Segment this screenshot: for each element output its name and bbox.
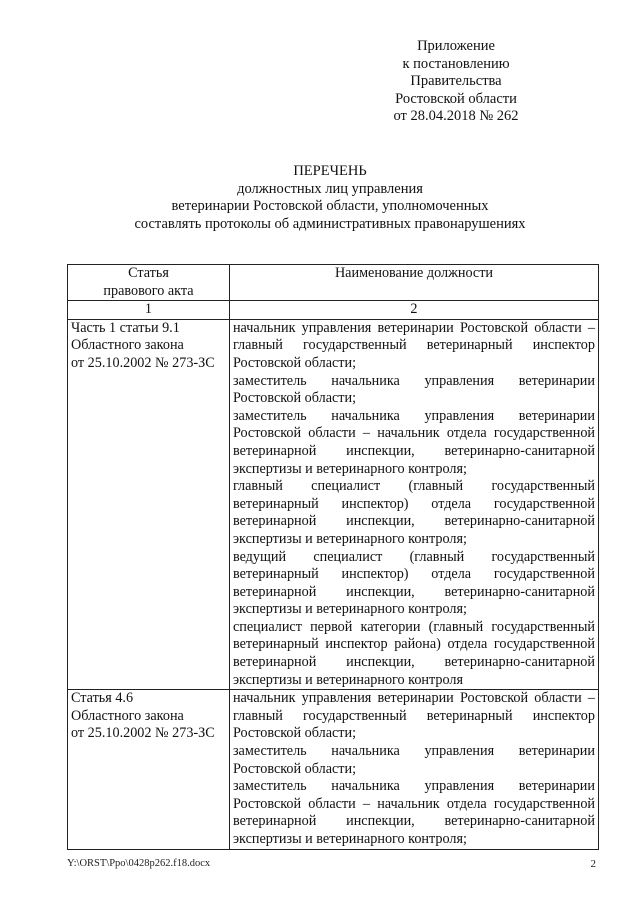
officials-table [67,264,599,850]
header-article-line: Статья [128,265,169,281]
footer-file-path: Y:\ORST\Ppo\0428p262.f18.docx [67,858,211,869]
appendix-line: Правительства [410,73,502,90]
title-line: ветеринарии Ростовской области, уполномоченных [171,198,489,215]
title-line: составлять протоколы об административных правонарушениях [134,215,526,232]
position-item: начальник управления ветеринарии Ростовской области – главный государственный ветеринарный инспектор Ростовской области; [232,319,595,371]
article-line: от 25.10.2002 № 273-ЗС [71,725,215,742]
position-item: заместитель начальника управления ветеринарии Ростовской области; [232,372,595,407]
article-line: Областного закона [71,337,184,354]
column-number: 2 [229,301,598,320]
article-line: от 25.10.2002 № 273-ЗС [71,354,215,371]
appendix-block [346,38,566,126]
appendix-line: к постановлению [402,55,510,72]
position-item: ведущий специалист (главный государственный ветеринарный инспектор) отдела государственной ветеринарной инспекции, ветеринарно-санитарной экспертизы и ветеринарного контроля; [232,548,595,618]
column-number: 1 [68,301,230,320]
table-row [68,690,599,849]
article-cell [68,690,230,849]
appendix-line: от 28.04.2018 № 262 [393,108,519,125]
positions-cell [229,319,598,689]
position-item: заместитель начальника управления ветеринарии Ростовской области; [232,743,595,777]
header-position-line: Наименование должности [334,265,494,281]
footer-page-number: 2 [590,858,596,870]
article-line: Часть 1 статьи 9.1 [71,319,180,336]
document-title [60,163,600,233]
article-line: Статья 4.6 [71,690,134,707]
positions-cell [229,690,598,849]
article-cell [68,319,230,689]
appendix-line: Ростовской области [395,90,517,107]
header-position [229,265,598,301]
title-heading: ПЕРЕЧЕНЬ [293,163,367,179]
article-line: Областного закона [71,707,184,724]
table-row [68,319,599,689]
position-item: заместитель начальника управления ветеринарии Ростовской области – начальник отдела государственной ветеринарной инспекции, ветеринарно-санитарной экспертизы и ветеринарного контроля; [232,778,595,847]
position-item: главный специалист (главный государственный ветеринарный инспектор) отдела государственной ветеринарной инспекции, ветеринарно-санитарной экспертизы и ветеринарного контроля; [232,478,595,547]
column-number-row [68,301,599,320]
position-item: заместитель начальника управления ветеринарии Ростовской области – начальник отдела государственной ветеринарной инспекции, ветеринарно-санитарной экспертизы и ветеринарного контроля; [232,407,595,477]
title-line: должностных лиц управления [237,180,423,197]
table-header-row [68,265,599,301]
position-item: начальник управления ветеринарии Ростовской области – главный государственный ветеринарный инспектор Ростовской области; [232,690,595,742]
header-article [68,265,230,301]
position-item: специалист первой категории (главный государственный ветеринарный инспектор района) отдела государственной ветеринарной инспекции, ветеринарно-санитарной экспертизы и ветеринарного контроля [232,618,595,688]
header-article-line: правового акта [103,282,194,299]
appendix-line: Приложение [417,38,495,54]
